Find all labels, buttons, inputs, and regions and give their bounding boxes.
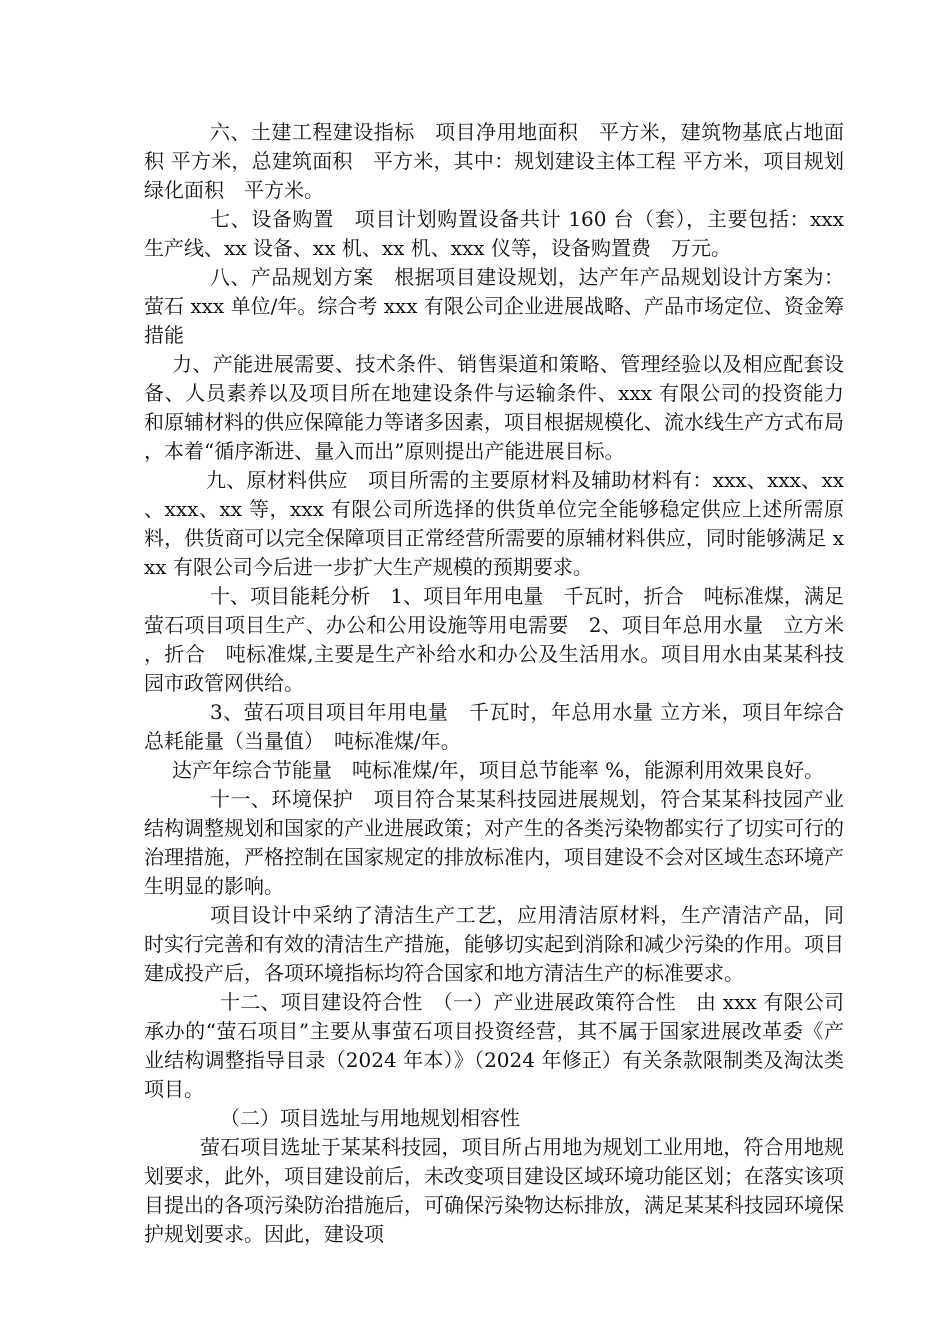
paragraph-energy-consumption: 3、萤石项目项目年用电量 千瓦时，年总用水量 立方米，项目年综合总耗能量（当量值） 吨标准煤/年。 [144, 700, 844, 753]
paragraph-clean-production: 项目设计中采纳了清洁生产工艺，应用清洁原材料，生产清洁产品，同时实行完善和有效的清洁生产措施，能够切实起到消除和减少污染的作用。项目建成投产后，各项环境指标均符合国家和地方清洁生产的标准要求。 [144, 903, 844, 985]
paragraph-capacity-factors: 力、产能进展需要、技术条件、销售渠道和策略、管理经验以及相应配套设备、人员素养以及项目所在地建设条件与运输条件、xxx 有限公司的投资能力和原辅材料的供应保障能力等诸多因素，项目根据规模化、流水线生产方式布局，本着“循序渐进、量入而出”原则提出产能进展目标。 [144, 352, 844, 463]
paragraph-equipment-purchase: 七、设备购置 项目计划购置设备共计 160 台（套），主要包括：xxx 生产线、xx 设备、xx 机、xx 机、xxx 仪等，设备购置费 万元。 [144, 207, 844, 260]
paragraph-site-selection: 萤石项目选址于某某科技园，项目所占用地为规划工业用地，符合用地规划要求，此外，项目建设前后，未改变项目建设区域环境功能区划；在落实该项目提出的各项污染防治措施后，可确保污染物达标排放，满足某某科技园环境保护规划要求。因此，建设项 [144, 1135, 844, 1246]
document-body [144, 118, 844, 1249]
paragraph-energy-saving: 达产年综合节能量 吨标准煤/年，项目总节能率 %，能源利用效果良好。 [172, 758, 825, 782]
paragraph-energy-analysis: 十、项目能耗分析 1、项目年用电量 千瓦时，折合 吨标准煤，满足萤石项目项目生产、办公和公用设施等用电需要 2、项目年总用水量 立方米，折合 吨标准煤,主要是生产补给水和办公及生活用水。项目用水由某某科技园市政管网供给。 [144, 584, 844, 695]
paragraph-site-heading: （二）项目选址与用地规划相容性 [220, 1106, 520, 1130]
paragraph-raw-materials: 九、原材料供应 项目所需的主要原材料及辅助材料有：xxx、xxx、xx、xxx、xx 等，xxx 有限公司所选择的供货单位完全能够稳定供应上述所需原料，供货商可以完全保障项目正常经营所需要的原辅材料供应，同时能够满足 xxx 有限公司今后进一步扩大生产规模的预期要求。 [144, 468, 844, 579]
paragraph-civil-engineering: 六、土建工程建设指标 项目净用地面积 平方米，建筑物基底占地面积 平方米，总建筑面积 平方米，其中：规划建设主体工程 平方米，项目规划绿化面积 平方米。 [144, 120, 844, 202]
paragraph-policy-compliance: 十二、项目建设符合性 （一）产业进展政策符合性 由 xxx 有限公司承办的“萤石项目”主要从事萤石项目投资经营，其不属于国家进展改革委《产业结构调整指导目录（2024 年本）》（2024 年修正）有关条款限制类及淘汰类项目。 [144, 990, 844, 1101]
paragraph-product-plan: 八、产品规划方案 根据项目建设规划，达产年产品规划设计方案为：萤石 xxx 单位/年。综合考 xxx 有限公司企业进展战略、产品市场定位、资金筹措能 [144, 265, 844, 347]
paragraph-environment-protection: 十一、环境保护 项目符合某某科技园进展规划，符合某某科技园产业结构调整规划和国家的产业进展政策；对产生的各类污染物都实行了切实可行的治理措施，严格控制在国家规定的排放标准内，项目建设不会对区域生态环境产生明显的影响。 [144, 787, 844, 898]
